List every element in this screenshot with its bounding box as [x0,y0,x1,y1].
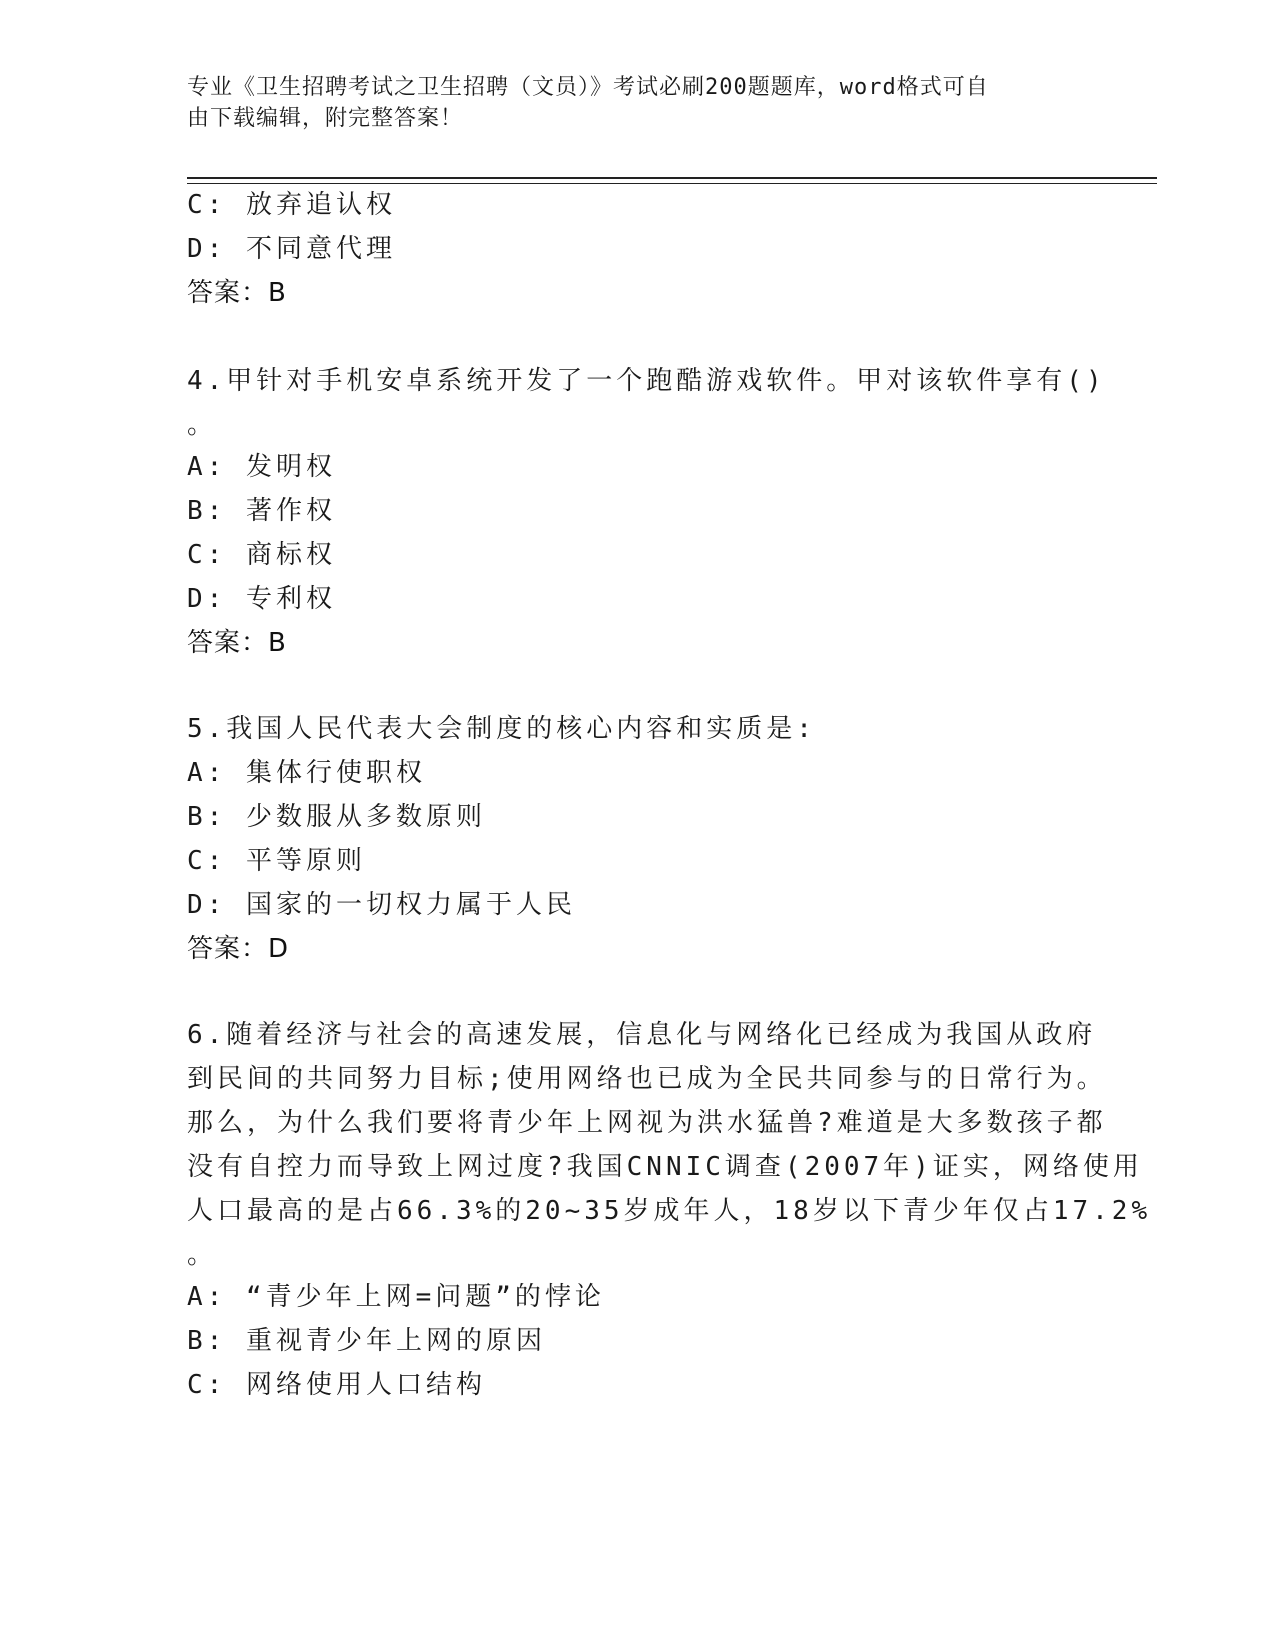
q4-option-c: C: 商标权 [187,540,336,570]
header-line-1: 专业《卫生招聘考试之卫生招聘（文员）》考试必刷200题题库，word格式可自 [187,75,989,100]
q3-answer: 答案：B [187,278,287,308]
q5-option-c: C: 平等原则 [187,846,366,876]
q6-stem-line-3: 那么，为什么我们要将青少年上网视为洪水猛兽?难道是大多数孩子都 [187,1108,1107,1138]
q6-stem-line-1: 6.随着经济与社会的高速发展，信息化与网络化已经成为我国从政府 [187,1020,1097,1050]
header-line-2: 由下载编辑，附完整答案！ [187,106,464,131]
q5-option-d: D: 国家的一切权力属于人民 [187,890,576,920]
q6-stem-line-4: 没有自控力而导致上网过度?我国CNNIC调查(2007年)证实，网络使用 [187,1152,1143,1182]
q6-option-c: C: 网络使用人口结构 [187,1370,486,1400]
q3-option-d: D: 不同意代理 [187,234,396,264]
q4-option-d: D: 专利权 [187,584,336,614]
q5-option-a: A: 集体行使职权 [187,758,426,788]
q4-stem-line-1: 4.甲针对手机安卓系统开发了一个跑酷游戏软件。甲对该软件享有() [187,366,1106,396]
q4-answer: 答案：B [187,628,287,658]
q6-option-a: A: “青少年上网=问题”的悖论 [187,1282,605,1312]
q4-option-b: B: 著作权 [187,496,336,526]
q6-option-b: B: 重视青少年上网的原因 [187,1326,546,1356]
header-rule-thick [187,177,1157,179]
q6-stem-line-5: 人口最高的是占66.3%的20~35岁成年人，18岁以下青少年仅占17.2% [187,1196,1152,1226]
q5-answer: 答案：D [187,934,290,964]
q6-stem-line-2: 到民间的共同努力目标;使用网络也已成为全民共同参与的日常行为。 [187,1064,1107,1094]
q4-option-a: A: 发明权 [187,452,336,482]
header-rule-thin [187,183,1157,184]
q5-option-b: B: 少数服从多数原则 [187,802,486,832]
q5-stem: 5.我国人民代表大会制度的核心内容和实质是: [187,714,816,744]
document-header [187,72,1067,134]
q6-stem-line-6: 。 [187,1240,218,1270]
q4-stem-line-2: 。 [187,410,218,440]
q3-option-c: C: 放弃追认权 [187,190,396,220]
